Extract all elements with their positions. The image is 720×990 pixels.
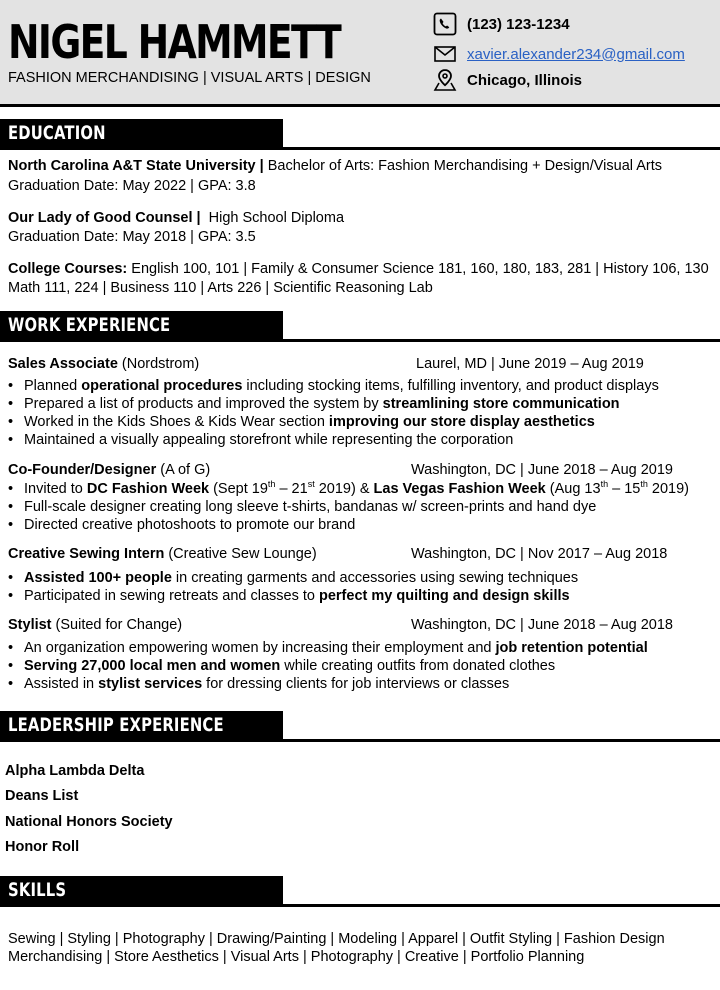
list-item: • Assisted in stylist services for dressing clients for job interviews or classes xyxy=(8,675,648,693)
education-school-2-detail: Graduation Date: May 2018 | GPA: 3.5 xyxy=(8,229,256,245)
contact-email xyxy=(433,42,685,66)
envelope-icon xyxy=(433,42,457,66)
job-3-location: Washington, DC | Nov 2017 – Aug 2018 xyxy=(411,546,668,562)
list-item: • Invited to DC Fashion Week (Sept 19th – 21st 2019) & Las Vegas Fashion Week (Aug 13th – 15th 2019) xyxy=(8,480,689,498)
phone-icon xyxy=(433,12,457,36)
candidate-name: NIGEL HAMMETT xyxy=(8,15,341,69)
job-4-title: Stylist (Suited for Change) xyxy=(8,617,183,633)
job-2-title: Co-Founder/Designer (A of G) xyxy=(8,462,211,478)
candidate-tagline: FASHION MERCHANDISING | VISUAL ARTS | DESIGN xyxy=(8,70,371,86)
section-title: EDUCATION xyxy=(8,122,106,144)
job-4-location: Washington, DC | June 2018 – Aug 2018 xyxy=(411,617,673,633)
job-1-location: Laurel, MD | June 2019 – Aug 2019 xyxy=(416,356,644,372)
section-title: WORK EXPERIENCE xyxy=(8,314,171,336)
list-item: • An organization empowering women by increasing their employment and job retention potential xyxy=(8,639,648,657)
list-item: • Directed creative photoshoots to promote our brand xyxy=(8,516,689,534)
contact-location xyxy=(433,68,582,92)
section-leadership-header xyxy=(0,711,720,742)
education-school-1: North Carolina A&T State University | Bachelor of Arts: Fashion Merchandising + Design/Visual Arts xyxy=(8,158,663,174)
skills-line-2: Merchandising | Store Aesthetics | Visual Arts | Photography | Creative | Portfolio Planning xyxy=(8,949,585,965)
job-1-title: Sales Associate (Nordstrom) xyxy=(8,356,200,372)
list-item: • Maintained a visually appealing storefront while representing the corporation xyxy=(8,431,659,449)
skills-line-1: Sewing | Styling | Photography | Drawing/Painting | Modeling | Apparel | Outfit Styling | Fashion Design xyxy=(8,931,665,947)
job-2-bullets xyxy=(8,480,689,534)
section-title: SKILLS xyxy=(8,879,67,901)
email-link[interactable]: xavier.alexander234@gmail.com xyxy=(467,45,685,63)
resume-header xyxy=(0,0,720,107)
section-title: LEADERSHIP EXPERIENCE xyxy=(8,714,224,736)
section-education-header xyxy=(0,119,720,150)
list-item: • Worked in the Kids Shoes & Kids Wear section improving our store display aesthetics xyxy=(8,413,659,431)
education-school-1-detail: Graduation Date: May 2022 | GPA: 3.8 xyxy=(8,178,256,194)
leadership-item: National Honors Society xyxy=(5,814,173,830)
section-work-header xyxy=(0,311,720,342)
contact-phone xyxy=(433,12,570,36)
section-skills-header xyxy=(0,876,720,907)
education-courses-2: Math 111, 224 | Business 110 | Arts 226 | Scientific Reasoning Lab xyxy=(8,280,433,296)
job-4-bullets xyxy=(8,639,648,693)
location-text: Chicago, Illinois xyxy=(467,71,583,89)
list-item: • Assisted 100+ people in creating garments and accessories using sewing techniques xyxy=(8,569,578,587)
education-courses: College Courses: English 100, 101 | Family & Consumer Science 181, 160, 180, 183, 281 | History 106, 130 xyxy=(8,261,709,277)
list-item: • Serving 27,000 local men and women while creating outfits from donated clothes xyxy=(8,657,648,675)
leadership-item: Honor Roll xyxy=(5,839,80,855)
job-3-bullets xyxy=(8,569,578,605)
job-2-location: Washington, DC | June 2018 – Aug 2019 xyxy=(411,462,673,478)
map-pin-icon xyxy=(433,68,457,92)
leadership-item: Alpha Lambda Delta xyxy=(5,763,145,779)
list-item: • Participated in sewing retreats and classes to perfect my quilting and design skills xyxy=(8,587,578,605)
job-3-title: Creative Sewing Intern (Creative Sew Lounge) xyxy=(8,546,317,562)
leadership-item: Deans List xyxy=(5,788,79,804)
list-item: • Planned operational procedures including stocking items, fulfilling inventory, and product displays xyxy=(8,377,659,395)
job-1-bullets xyxy=(8,377,659,449)
education-school-2: Our Lady of Good Counsel | High School Diploma xyxy=(8,210,345,226)
list-item: • Full-scale designer creating long sleeve t-shirts, bandanas w/ screen-prints and hand dye xyxy=(8,498,689,516)
list-item: • Prepared a list of products and improved the system by streamlining store communication xyxy=(8,395,659,413)
phone-text: (123) 123-1234 xyxy=(467,15,570,33)
